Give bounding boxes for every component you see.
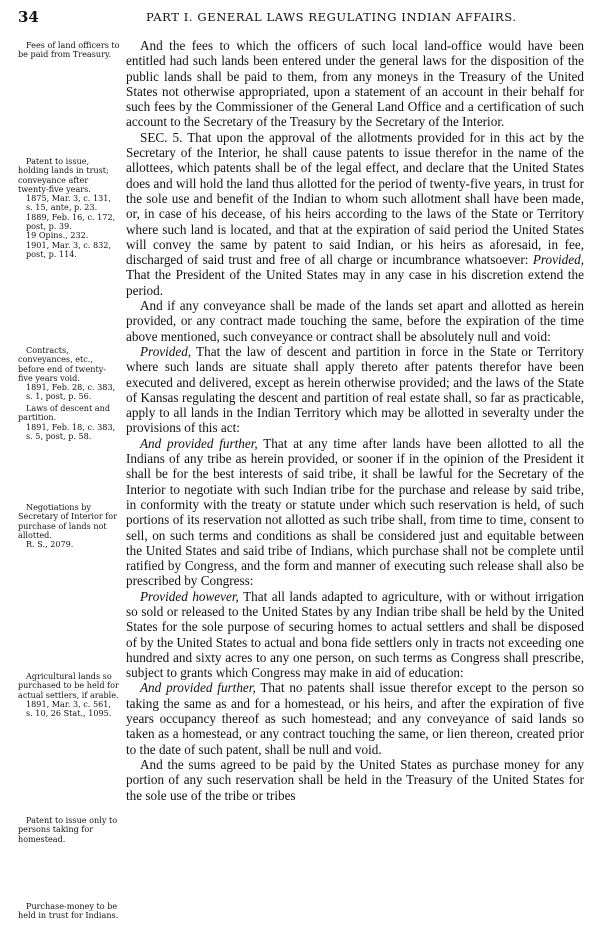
running-head: PART I. GENERAL LAWS REGULATING INDIAN AFFAIRS. — [146, 10, 517, 24]
margin-note — [18, 157, 120, 259]
paragraph-text: That no patents shall issue therefor except to the person so taking the same as and for a homestead, or his heirs, and after the expiration of five years occupancy thereof as such homestead; and any conveyance of said lands so taken as a homestead, or any contract touching the same, or lien thereon, created prior to the date of such patent, shall be null and void. — [126, 680, 584, 757]
paragraph-text: And the fees to which the officers of such local land-office would have been entitled had such lands been entered under the general laws for the disposition of the public lands shall be paid to them, from any moneys in the Treasury of the United States not otherwise appropriated, upon a statement of an account in their behalf for such fees by the Commissioner of the General Land Office and a certification of such account to the Secretary of the Treasury by the Secretary of the Interior. — [126, 38, 584, 130]
paragraph — [126, 757, 584, 803]
margin-note-citation: 1875, Mar. 3, c. 131, s. 15, ante, p. 23. — [26, 193, 111, 213]
margin-note — [18, 41, 120, 60]
margin-note-title: Patent to issue only to persons taking for homestead. — [18, 815, 118, 844]
paragraph — [126, 680, 584, 756]
paragraph — [126, 436, 584, 589]
margin-note-citation: 1901, Mar. 3, c. 832, post, p. 114. — [26, 239, 111, 259]
margin-note-citation: 1891, Feb. 28, c. 383, s. 1, post, p. 56. — [26, 382, 116, 402]
margin-note-title: Agricultural lands so purchased to be held for actual settlers, if arable. — [18, 671, 119, 700]
margin-note-citation: R. S., 2079. — [26, 539, 74, 550]
paragraph-text: That the law of descent and partition in force in the State or Territory where such lands are situate shall apply thereto after patents therefor have been executed and delivered, except as herein otherwise provided; and the laws of the State of Kansas regulating the descent and partition of real estate shall, so far as practicable, apply to all lands in the Indian Territory which may be allotted in severalty under the provisions of this act: — [126, 343, 584, 436]
paragraph-lead: And provided further, — [140, 680, 256, 696]
margin-note-title: Negotiations by Secretary of Interior for purchase of lands not allotted. — [18, 502, 118, 540]
margin-note-citation: 19 Opins., 232. — [26, 230, 89, 241]
margin-note — [18, 404, 120, 441]
margin-note-citation: 1889, Feb. 16, c. 172, post, p. 39. — [26, 211, 116, 232]
paragraph-text: And if any conveyance shall be made of the lands set apart and allotted as herein provided, or any contract made touching the same, before the expiration of the time above mentioned, such conveyance or contract shall be absolutely null and void: — [126, 298, 584, 344]
paragraph — [126, 38, 584, 130]
margin-note-title: Contracts, conveyances, etc., before end of twenty-five years void. — [18, 345, 107, 383]
margin-note — [18, 672, 120, 718]
paragraph-lead: And provided further, — [140, 435, 258, 451]
paragraph-text: And the sums agreed to be paid by the United States as purchase money for any portion of any such reservation shall be held in the Treasury of the United States for the sole use of the tribe or tribes — [126, 756, 584, 803]
paragraph-lead: Provided however, — [140, 588, 239, 604]
margin-note-citation: 1891, Mar. 3, c. 561, s. 10, 26 Stat., 1095. — [26, 698, 112, 719]
body-text — [126, 38, 584, 803]
paragraph-lead: Provided, — [140, 343, 192, 359]
margin-note-citation: 1891, Feb. 18, c. 383, s. 5, post, p. 58. — [26, 421, 116, 441]
page-header — [18, 8, 586, 28]
paragraph-text: That at any time after lands have been allotted to all the Indians of any tribe as herein provided, or sooner if in the opinion of the President it shall be for the best interests of said tribe, it shall be lawful for the Secretary of the Interior to negotiate with such Indian tribe for the purchase and release by said tribe, in conformity with the treaty or statute under which such reservation is held, of such portions of its reservation not allotted as such tribe shall, from time to time, consent to sell, on such terms and conditions as shall be considered just and equitable between the United States and said tribe of Indians, which purchase shall not be complete until ratified by Congress, and the form and manner of executing such release shall also be prescribed by Congress: — [126, 435, 584, 589]
margin-note-title: Laws of descent and partition. — [18, 403, 111, 423]
paragraph — [126, 589, 584, 681]
margin-note-title: Fees of land officers to be paid from Treasury. — [18, 40, 120, 60]
margin-note-title: Patent to issue, holding lands in trust; conveyance after twenty-five years. — [18, 156, 109, 194]
margin-note — [18, 816, 120, 844]
proviso-emphasis: Provided, — [532, 252, 584, 268]
paragraph-text: SEC. 5. That upon the approval of the allotments provided for in this act by the Secretary of the Interior, he shall cause patents to issue therefor in the name of the allottees, which patents shall be of the legal effect, and declare that the United States does and will hold the land thus allotted for the period of twenty-five years, in trust for the sole use and benefit of the Indian to whom such allotment shall have been made, or, in case of his decease, of his heirs according to the laws of the State or Territory where such land is located, and that at the expiration of said period the United States will convey the same by patent to said Indian, or his heirs as aforesaid, in fee, discharged of said trust and free of all charge or incumbrance whatsoever: Provided, That the President of the United States may in any case in his discretion extend the period. — [126, 129, 584, 298]
paragraph — [126, 298, 584, 344]
paragraph-text: That all lands adapted to agriculture, with or without irrigation so sold or released to the United States by any Indian tribe shall be held by the United States for the sole purpose of securing homes to actual settlers and shall be disposed of by the United States to actual and bona fide settlers only in tracts not exceeding one hundred and sixty acres to any one person, on such terms as Congress shall prescribe, subject to grants which Congress may make in aid of education: — [126, 588, 585, 681]
paragraph — [126, 344, 584, 436]
margin-note — [18, 346, 120, 402]
margin-note — [18, 503, 120, 549]
margin-note — [18, 902, 120, 921]
paragraph — [126, 130, 584, 298]
page-number: 34 — [18, 8, 39, 26]
margin-note-title: Purchase-money to be held in trust for Indians. — [18, 901, 119, 921]
